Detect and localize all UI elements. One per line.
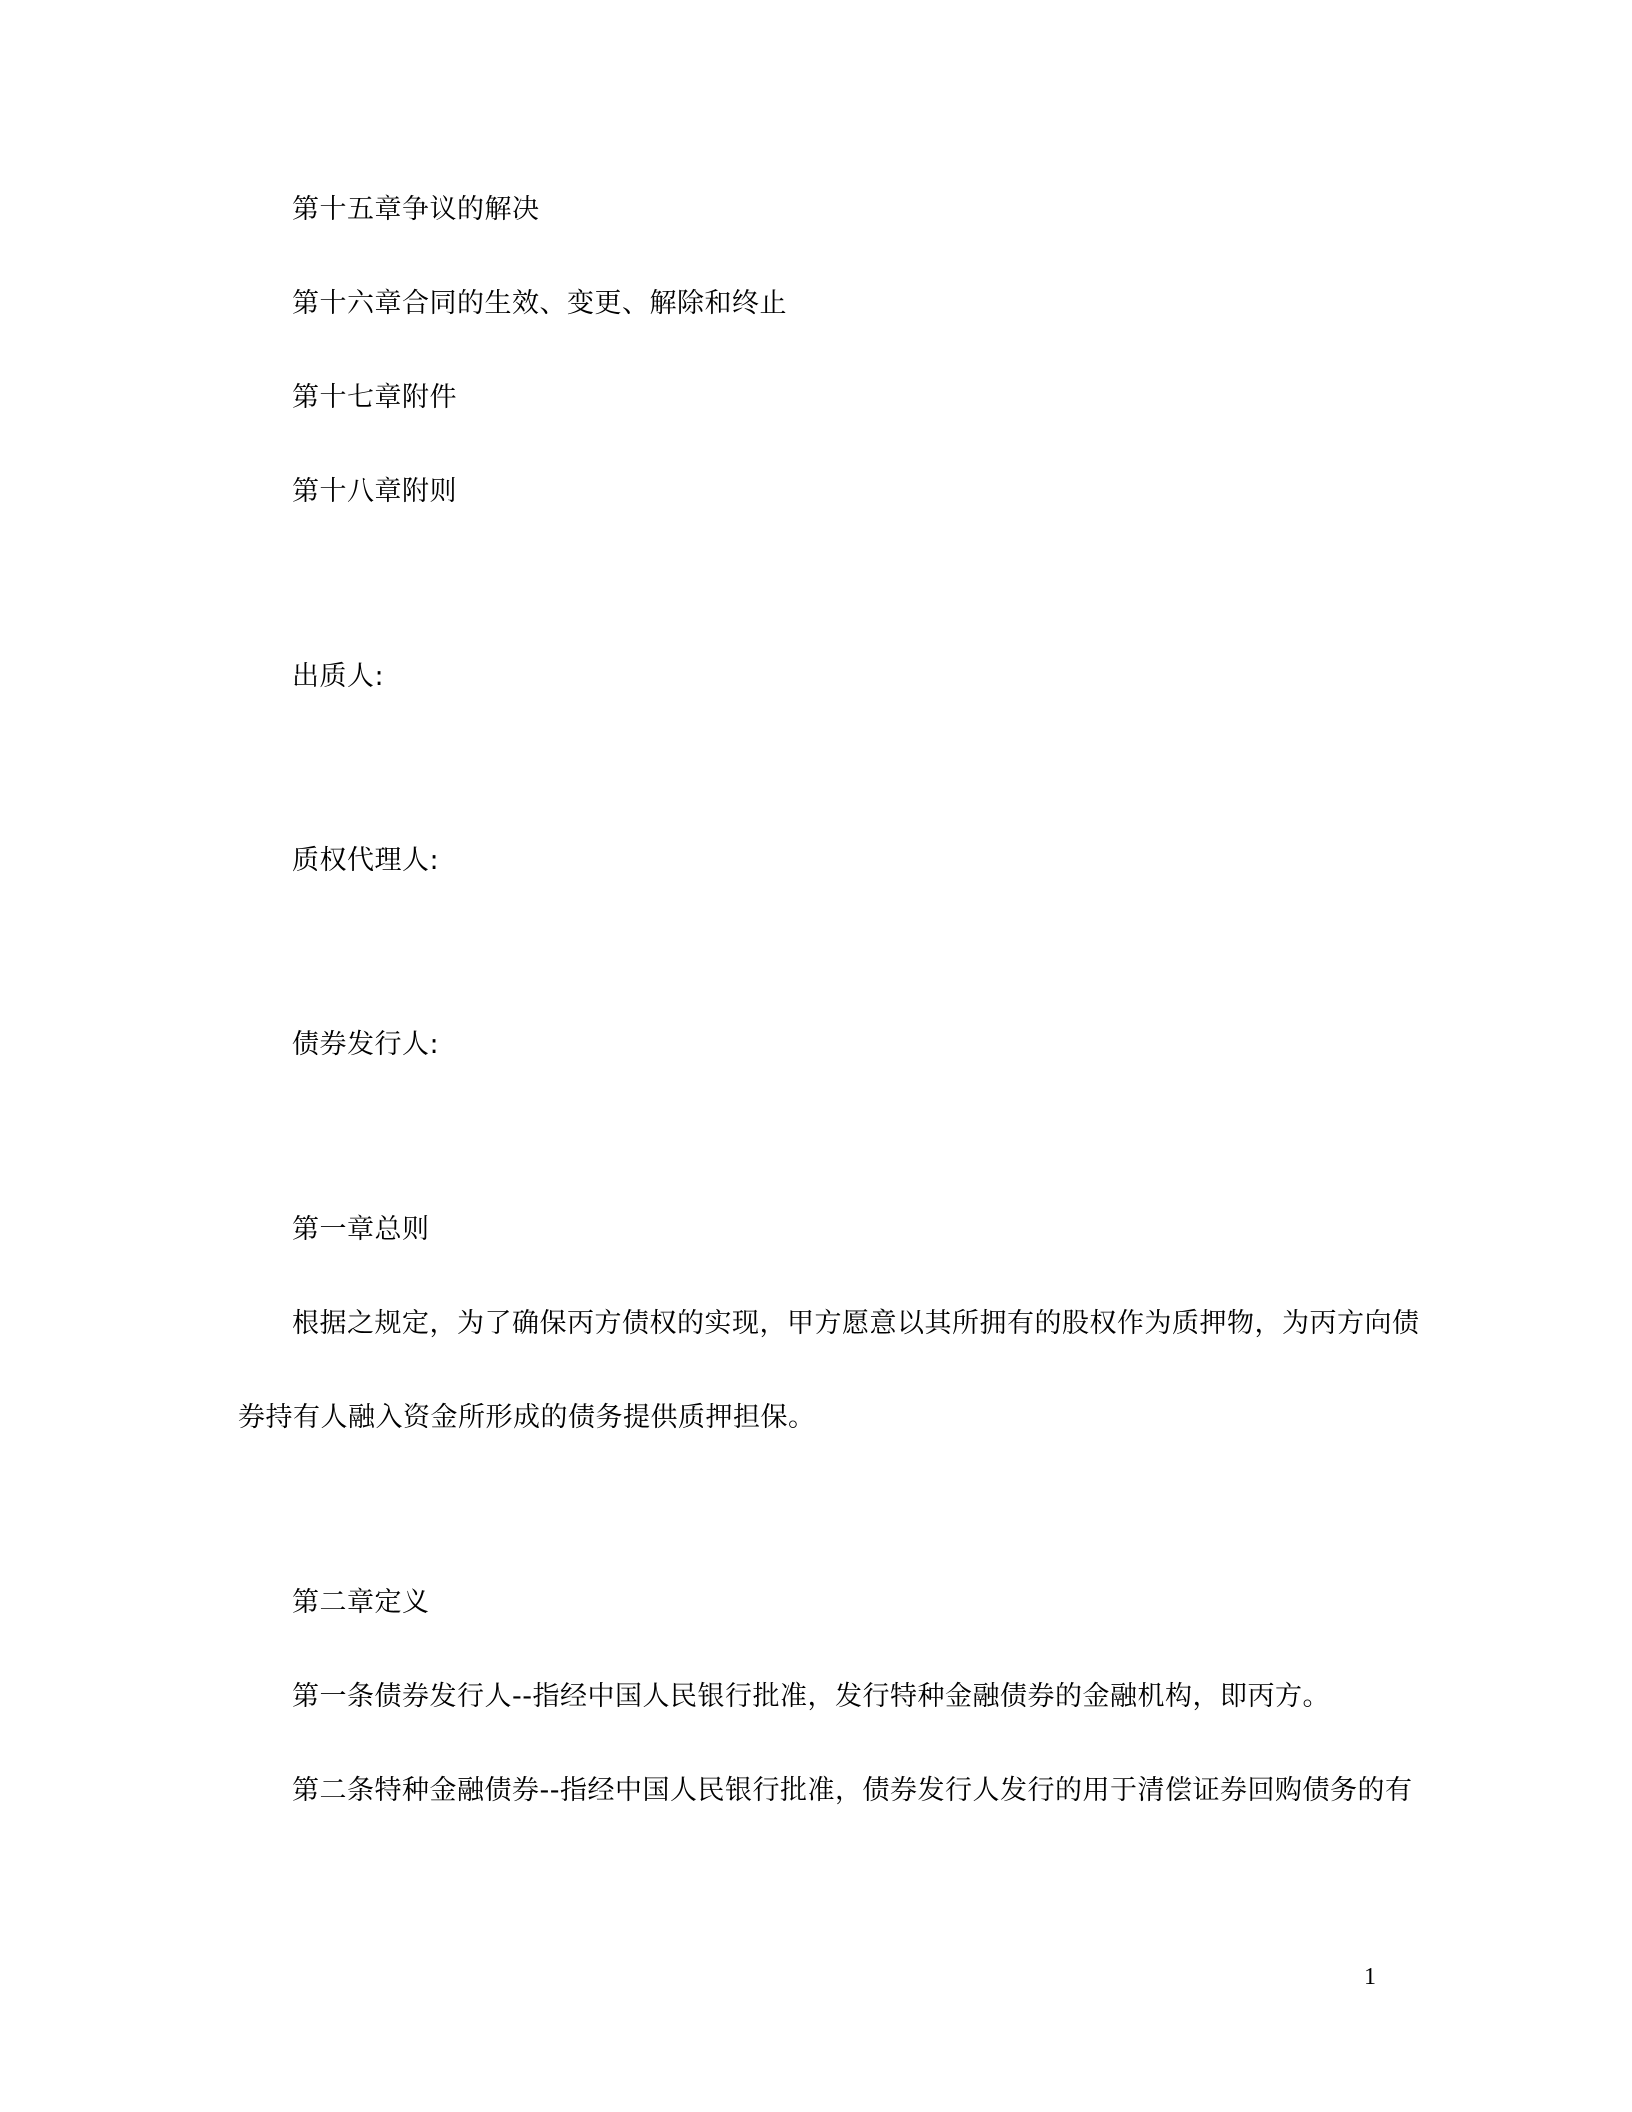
chapter-2-title: 第二章定义 xyxy=(292,1587,430,1618)
toc-item-chapter-17: 第十七章附件 xyxy=(292,382,457,413)
toc-item-chapter-15: 第十五章争议的解决 xyxy=(292,194,540,225)
chapter-2-article-2: 第二条特种金融债券--指经中国人民银行批准，债券发行人发行的用于清偿证券回购债务的有 xyxy=(292,1775,1413,1806)
toc-item-chapter-16: 第十六章合同的生效、变更、解除和终止 xyxy=(292,288,787,319)
party-pledge-agent: 质权代理人: xyxy=(292,845,440,876)
toc-item-chapter-18: 第十八章附则 xyxy=(292,476,457,507)
party-bond-issuer: 债券发行人: xyxy=(292,1029,440,1060)
page-number: 1 xyxy=(1364,1964,1376,1990)
chapter-1-paragraph-line-1: 根据之规定，为了确保丙方债权的实现，甲方愿意以其所拥有的股权作为质押物，为丙方向债 xyxy=(292,1308,1420,1339)
party-pledgor: 出质人: xyxy=(292,661,385,692)
chapter-1-paragraph-line-2: 券持有人融入资金所形成的债务提供质押担保。 xyxy=(238,1402,816,1433)
chapter-2-article-1: 第一条债券发行人--指经中国人民银行批准，发行特种金融债券的金融机构，即丙方。 xyxy=(292,1681,1330,1712)
chapter-1-title: 第一章总则 xyxy=(292,1214,430,1245)
